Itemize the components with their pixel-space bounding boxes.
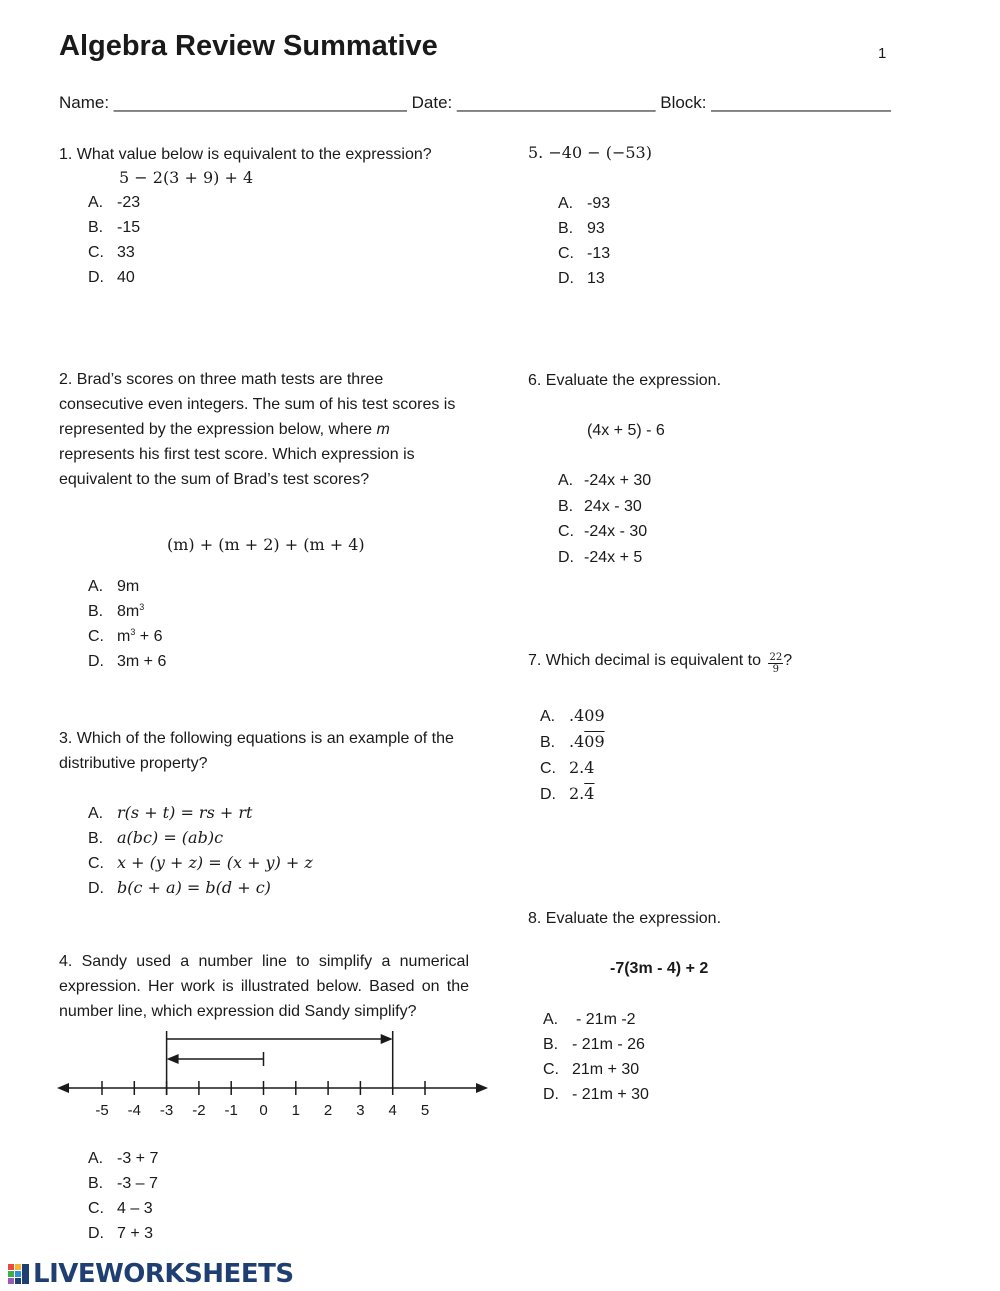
- q5-option-d[interactable]: D. 13: [558, 270, 605, 287]
- q6-option-c[interactable]: C. -24x - 30: [558, 523, 648, 540]
- q8-option-a[interactable]: A. - 21m -2: [543, 1011, 636, 1028]
- q4-option-d[interactable]: D. 7 + 3: [88, 1225, 154, 1242]
- q5-option-a[interactable]: A. -93: [558, 195, 611, 212]
- q4-option-a[interactable]: A. -3 + 7: [88, 1150, 159, 1167]
- q7-options: [540, 703, 605, 807]
- q6-option-b[interactable]: B. 24x - 30: [558, 497, 642, 515]
- page-title: Algebra Review Summative: [59, 30, 438, 62]
- q2-option-c[interactable]: C. $m^3 + 6$: [88, 627, 163, 645]
- q7-option-b[interactable]: B. .409: [540, 732, 605, 751]
- q2-option-a[interactable]: A. 9m: [88, 578, 140, 595]
- number-line-tick-label: 3: [356, 1102, 365, 1119]
- q3-option-c[interactable]: C. x + (y + z) = (x + y) + z: [88, 853, 313, 872]
- number-line: [55, 1025, 490, 1125]
- q4-option-c[interactable]: C. 4 – 3: [88, 1200, 153, 1217]
- number-line-tick-label: -1: [224, 1102, 238, 1119]
- arrow2-head: [167, 1054, 179, 1064]
- q8-options: [543, 1007, 649, 1107]
- q5-option-c[interactable]: C. -13: [558, 245, 611, 262]
- q3-option-a[interactable]: A. r(s + t) = rs + rt: [88, 803, 253, 822]
- liveworksheets-logo: [8, 1259, 294, 1289]
- q6-prompt: 6. Evaluate the expression.: [528, 372, 722, 389]
- name-date-block-line: Name: _______________________________ Date: _____________________ Block: ___________________: [59, 93, 891, 112]
- q6-option-a[interactable]: A. -24x + 30: [558, 472, 652, 489]
- page-number: 1: [878, 45, 887, 62]
- q8-expression: -7(3m - 4) + 2: [610, 960, 709, 977]
- q6-option-d[interactable]: D. -24x + 5: [558, 548, 643, 566]
- q2-option-b[interactable]: B. $8m^3$: [88, 602, 145, 620]
- q8-option-b[interactable]: B. - 21m - 26: [543, 1036, 645, 1053]
- q4-options: [88, 1146, 158, 1246]
- number-line-right-arrowhead: [476, 1083, 488, 1093]
- q8-option-c[interactable]: C. 21m + 30: [543, 1061, 640, 1078]
- q7-option-a[interactable]: A. .409: [540, 706, 605, 725]
- number-line-tick-label: -5: [95, 1102, 109, 1119]
- number-line-tick-label: 1: [291, 1102, 300, 1119]
- number-line-tick-label: -4: [127, 1102, 141, 1119]
- q1-options: [88, 190, 140, 290]
- q2-expression: (m) + (m + 2) + (m + 4): [167, 535, 365, 554]
- number-line-tick-label: -3: [159, 1102, 174, 1119]
- q3-option-b[interactable]: B. a(bc) = (ab)c: [88, 828, 224, 847]
- q5-prompt: 5. −40 − (−53): [528, 143, 652, 162]
- q7-fraction: $\frac{22}{9}$: [769, 652, 783, 675]
- q1-option-b[interactable]: B. -15: [88, 219, 141, 236]
- number-line-tick-label: 5: [420, 1102, 430, 1119]
- q5-options: [558, 191, 610, 291]
- number-line-tick-label: -2: [192, 1102, 206, 1119]
- q3-prompt: 3. Which of the following equations is an example of the distributive property?: [59, 730, 454, 772]
- q3-options: [88, 801, 313, 901]
- number-line-left-arrowhead: [57, 1083, 69, 1093]
- q1-prompt: 1. What value below is equivalent to the expression?: [59, 146, 432, 163]
- q4-option-b[interactable]: B. -3 – 7: [88, 1175, 158, 1192]
- q2-option-d[interactable]: D. 3m + 6: [88, 653, 167, 670]
- q1-expression: 5 − 2(3 + 9) + 4: [119, 168, 254, 187]
- liveworksheets-logo-text: LIVEWORKSHEETS: [33, 1259, 294, 1289]
- liveworksheets-logo-icon: [8, 1262, 30, 1286]
- number-line-tick-label: 0: [259, 1102, 268, 1119]
- arrow1-head: [381, 1034, 393, 1044]
- q7-option-c[interactable]: C. 2.4: [540, 758, 595, 777]
- number-line-tick-label: 2: [323, 1102, 333, 1119]
- q6-expression: (4x + 5) - 6: [587, 422, 665, 439]
- number-line-tick-label: 4: [388, 1102, 397, 1119]
- q1-option-a[interactable]: A. -23: [88, 194, 141, 211]
- q7-prompt: 7. Which decimal is equivalent to $\frac{22}{9}$ ?: [528, 652, 793, 675]
- q7-option-d[interactable]: D. 2.4: [540, 784, 595, 803]
- q5-option-b[interactable]: B. 93: [558, 220, 605, 237]
- q3-option-d[interactable]: D. b(c + a) = b(d + c): [88, 878, 271, 897]
- q1-option-c[interactable]: C. 33: [88, 244, 135, 261]
- q6-options: [558, 468, 651, 570]
- q8-option-d[interactable]: D. - 21m + 30: [543, 1086, 649, 1103]
- q8-prompt: 8. Evaluate the expression.: [528, 910, 722, 927]
- q2-prompt: 2. Brad’s scores on three math tests are three consecutive even integers. The sum of his test scores is represented by the expression below, where m represents his first test score. Which expression is equivalent to the sum of Brad’s test scores?: [59, 371, 456, 488]
- q1-option-d[interactable]: D. 40: [88, 269, 135, 286]
- q2-options: [88, 574, 166, 674]
- q4-prompt: 4. Sandy used a number line to simplify a numerical expression. Her work is illustrated below. Based on the number line, which expression did Sandy simplify?: [59, 953, 469, 1020]
